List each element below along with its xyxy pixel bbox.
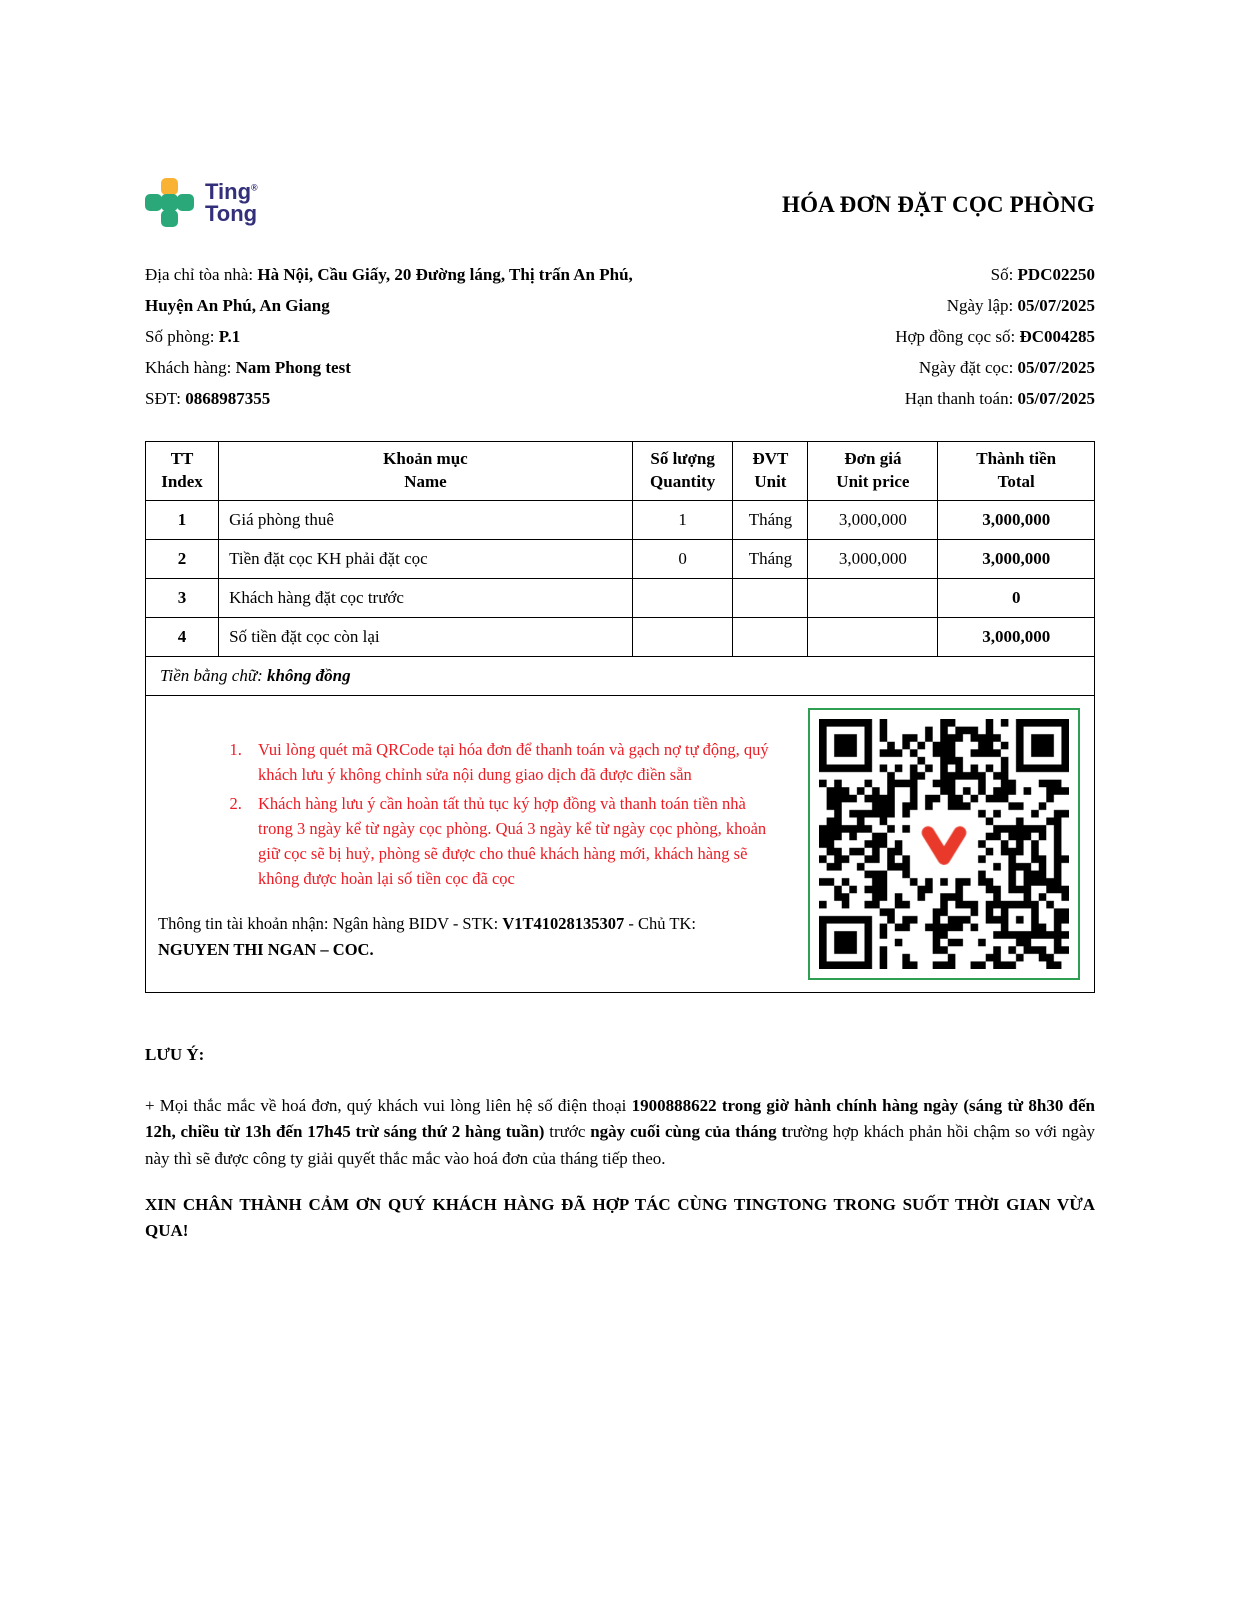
- tingtong-plus-icon: [145, 178, 194, 227]
- deposit-date-line: Ngày đặt cọc: 05/07/2025: [918, 358, 1095, 377]
- col-header-index: TT Index: [146, 442, 219, 501]
- cell-index: 3: [146, 578, 219, 617]
- col-header-unit: ĐVT Unit: [733, 442, 808, 501]
- created-date-value: 05/07/2025: [1017, 296, 1095, 315]
- phone-value: 0868987355: [185, 389, 271, 408]
- room-number-value: P.1: [218, 327, 241, 346]
- cell-name: Tiền đặt cọc KH phải đặt cọc: [219, 539, 633, 578]
- notes-and-qr: [146, 696, 1094, 992]
- page-title: HÓA ĐƠN ĐẶT CỌC PHÒNG: [781, 192, 1095, 217]
- wordmark-line1: Ting®: [205, 178, 258, 204]
- cell-total: 0: [938, 578, 1095, 617]
- logo-square-top: [161, 178, 178, 195]
- contract-number-value: ĐC004285: [1019, 327, 1095, 346]
- col-header-name: Khoản mục Name: [219, 442, 633, 501]
- notice-heading: LƯU Ý:: [145, 1044, 205, 1064]
- qr-area: [794, 696, 1094, 992]
- payment-note-item: 1. Vui lòng quét mã QRCode tại hóa đơn để thanh toán và gạch nợ tự động, quý khách lưu ý không chỉnh sửa nội dung giao dịch đã được điền sẵn: [246, 738, 770, 788]
- invoice-info-left: [145, 259, 650, 414]
- amount-in-words: Tiền bằng chữ: không đồng: [146, 656, 1095, 695]
- logo-square-bottom: [161, 210, 178, 227]
- document-header: [145, 178, 1095, 227]
- cell-index: 2: [146, 539, 219, 578]
- invoice-table: [145, 441, 1095, 993]
- table-row: [146, 617, 1095, 656]
- building-address-line: Địa chỉ tòa nhà: Hà Nội, Cầu Giấy, 20 Đường láng, Thị trấn An Phú, Huyện An Phú, An Giang: [145, 265, 633, 315]
- cell-index: 1: [146, 500, 219, 539]
- logo-square-right: [177, 194, 194, 211]
- tingtong-wordmark: [205, 178, 258, 226]
- cell-unit: [733, 617, 808, 656]
- table-header-row: [146, 442, 1095, 501]
- invoice-info: [145, 259, 1095, 414]
- payment-note-item: 2. Khách hàng lưu ý cần hoàn tất thủ tục ký hợp đồng và thanh toán tiền nhà trong 3 ngày kể từ ngày cọc phòng. Quá 3 ngày kể từ ngày cọc phòng, khoản giữ cọc sẽ bị huỷ, phòng sẽ được cho thuê khách hàng mới, khách hàng sẽ không được hoàn lại số tiền cọc đã cọc: [246, 792, 770, 891]
- cell-unit-price: 3,000,000: [808, 500, 938, 539]
- col-header-quantity: Số lượng Quantity: [632, 442, 733, 501]
- invoice-number-line: Số: PDC02250: [990, 265, 1095, 284]
- col-header-unit-price: Đơn giá Unit price: [808, 442, 938, 501]
- payment-qr-code: [819, 719, 1069, 969]
- logo-square-center: [161, 194, 178, 211]
- registered-mark: ®: [251, 182, 258, 193]
- notice-paragraph: + Mọi thắc mắc về hoá đơn, quý khách vui lòng liên hệ số điện thoại 1900888622 trong giờ hành chính hàng ngày (sáng từ 8h30 đến 12h, chiều từ 13h đến 17h45 trừ sáng thứ 2 hàng tuần) trước ngày cuối cùng của tháng trường hợp khách phản hồi chậm so với ngày này thì sẽ được công ty giải quyết thắc mắc vào hoá đơn của tháng tiếp theo.: [145, 1095, 1096, 1168]
- amount-in-words-value: không đồng: [267, 665, 351, 685]
- deposit-date-value: 05/07/2025: [1017, 358, 1095, 377]
- cell-unit: [733, 578, 808, 617]
- building-address-value: Hà Nội, Cầu Giấy, 20 Đường láng, Thị trấn An Phú, Huyện An Phú, An Giang: [145, 265, 633, 315]
- logo-square-left: [145, 194, 162, 211]
- contract-number-line: Hợp đồng cọc số: ĐC004285: [895, 327, 1095, 346]
- customer-line: Khách hàng: Nam Phong test: [145, 358, 351, 377]
- invoice-number-value: PDC02250: [1017, 265, 1095, 284]
- bank-account-info: Thông tin tài khoản nhận: Ngân hàng BIDV - STK: V1T41028135307 - Chủ TK: NGUYEN THI NGAN – COC.: [158, 914, 696, 959]
- qr-code-frame: [808, 708, 1080, 980]
- cell-total: 3,000,000: [938, 539, 1095, 578]
- cell-quantity: 1: [632, 500, 733, 539]
- notes-and-qr-row: [146, 695, 1095, 992]
- due-date-line: Hạn thanh toán: 05/07/2025: [904, 389, 1095, 408]
- cell-name: Giá phòng thuê: [219, 500, 633, 539]
- tingtong-logo: [145, 178, 258, 227]
- bank-account-holder: NGUYEN THI NGAN – COC.: [158, 939, 374, 959]
- invoice-info-right: [650, 259, 1095, 414]
- cell-unit-price: 3,000,000: [808, 539, 938, 578]
- col-header-total: Thành tiền Total: [938, 442, 1095, 501]
- table-row: [146, 578, 1095, 617]
- wordmark-line2: Tong: [205, 200, 258, 226]
- cell-total: 3,000,000: [938, 500, 1095, 539]
- table-row: [146, 539, 1095, 578]
- invoice-footer: [145, 1045, 1095, 1245]
- payment-notes: [146, 696, 794, 992]
- payment-notes-list: [158, 738, 770, 892]
- room-number-line: Số phòng: P.1: [145, 327, 241, 346]
- cell-total: 3,000,000: [938, 617, 1095, 656]
- cell-unit: Tháng: [733, 500, 808, 539]
- phone-line: SĐT: 0868987355: [145, 389, 271, 408]
- cell-unit-price: [808, 578, 938, 617]
- cell-unit: Tháng: [733, 539, 808, 578]
- cell-name: Khách hàng đặt cọc trước: [219, 578, 633, 617]
- created-date-line: Ngày lập: 05/07/2025: [946, 296, 1095, 315]
- cell-index: 4: [146, 617, 219, 656]
- thank-you-message: XIN CHÂN THÀNH CẢM ƠN QUÝ KHÁCH HÀNG ĐÃ HỢP TÁC CÙNG TINGTONG TRONG SUỐT THỜI GIAN VỪA QUA!: [145, 1194, 1095, 1241]
- amount-in-words-row: [146, 656, 1095, 695]
- cell-quantity: [632, 617, 733, 656]
- cell-quantity: [632, 578, 733, 617]
- cell-quantity: 0: [632, 539, 733, 578]
- cell-name: Số tiền đặt cọc còn lại: [219, 617, 633, 656]
- table-row: [146, 500, 1095, 539]
- due-date-value: 05/07/2025: [1017, 389, 1095, 408]
- customer-value: Nam Phong test: [235, 358, 351, 377]
- bank-account-number: V1T41028135307: [502, 914, 625, 934]
- cell-unit-price: [808, 617, 938, 656]
